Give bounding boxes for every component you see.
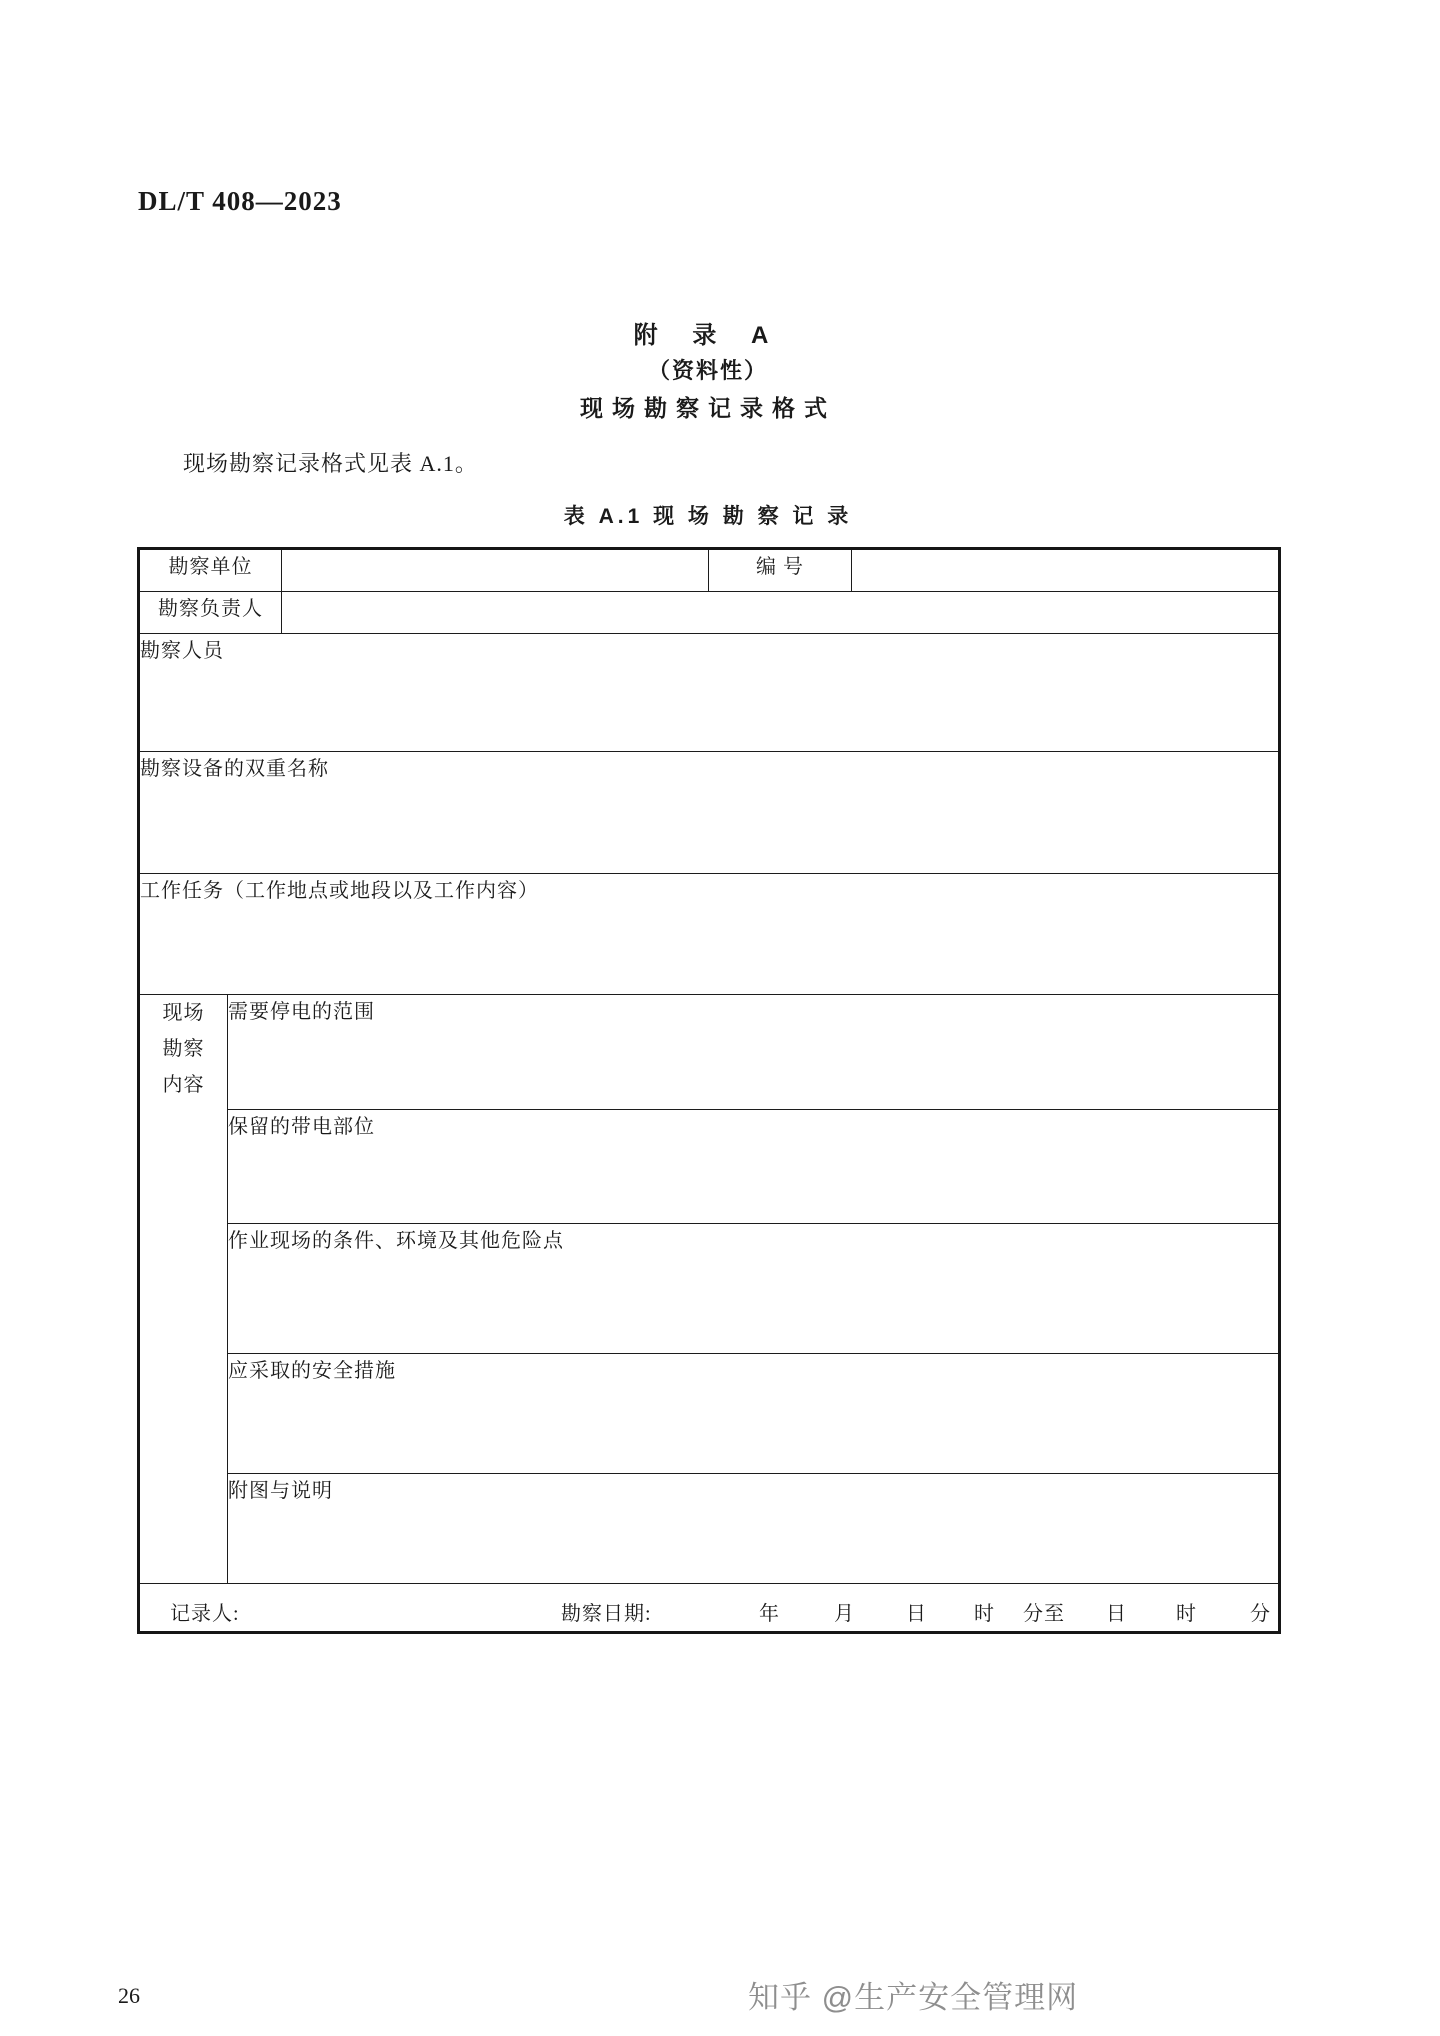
label-survey-leader: 勘察负责人 [139,592,282,634]
standard-code: DL/T 408—2023 [138,186,342,216]
label-work-task: 工作任务（工作地点或地段以及工作内容） [139,874,1280,995]
date-part-hour: 时 [974,1603,995,1625]
row-survey-leader [139,592,1280,634]
label-equipment-names: 勘察设备的双重名称 [139,752,1280,874]
survey-date-label: 勘察日期: [561,1603,652,1625]
label-outage-scope: 需要停电的范围 [228,995,1280,1110]
intro-paragraph: 现场勘察记录格式见表 A.1。 [183,451,478,476]
date-part-day: 日 [906,1603,927,1625]
date-part-minute-to: 分至 [1023,1603,1065,1625]
row-section-attached-drawings [139,1474,1280,1584]
section-header-survey-content [139,995,228,1584]
appendix-subtitle: （资料性） [647,358,768,383]
table-caption: 表 A.1 现 场 勘 察 记 录 [563,505,853,528]
row-section-safety-measures [139,1354,1280,1474]
label-site-conditions: 作业现场的条件、环境及其他危险点 [228,1224,1280,1354]
row-section-site-conditions [139,1224,1280,1354]
section-header-line: 内容 [162,1074,205,1096]
row-equipment-names [139,752,1280,874]
label-number: 编 号 [709,549,852,592]
field-survey-leader [282,592,1280,634]
row-section-live-parts [139,1110,1280,1224]
row-survey-personnel [139,634,1280,752]
row-footer [139,1584,1280,1633]
survey-record-table [137,547,1281,1634]
label-survey-unit: 勘察单位 [139,549,282,592]
label-survey-personnel: 勘察人员 [139,634,1280,752]
date-part-year: 年 [759,1603,780,1625]
label-attached-drawings: 附图与说明 [228,1474,1280,1584]
date-part-minute2: 分 [1250,1603,1271,1625]
date-part-month: 月 [834,1603,855,1625]
row-work-task [139,874,1280,995]
watermark-text: 知乎 @生产安全管理网 [748,1980,1079,2015]
label-safety-measures: 应采取的安全措施 [228,1354,1280,1474]
appendix-heading: 现场勘察记录格式 [580,395,836,421]
recorder-label: 记录人: [170,1603,240,1625]
date-part-hour2: 时 [1176,1603,1197,1625]
row-survey-unit [139,549,1280,592]
label-retained-live-parts: 保留的带电部位 [228,1110,1280,1224]
footer-cell [139,1584,1280,1633]
section-header-line: 现场 [162,1002,205,1024]
page-number: 26 [118,1983,140,2008]
row-section-outage-scope [139,995,1280,1110]
field-number [852,549,1280,592]
field-survey-unit [282,549,709,592]
section-header-line: 勘察 [162,1038,205,1060]
appendix-title: 附 录 A [633,322,783,349]
date-part-day2: 日 [1106,1603,1127,1625]
